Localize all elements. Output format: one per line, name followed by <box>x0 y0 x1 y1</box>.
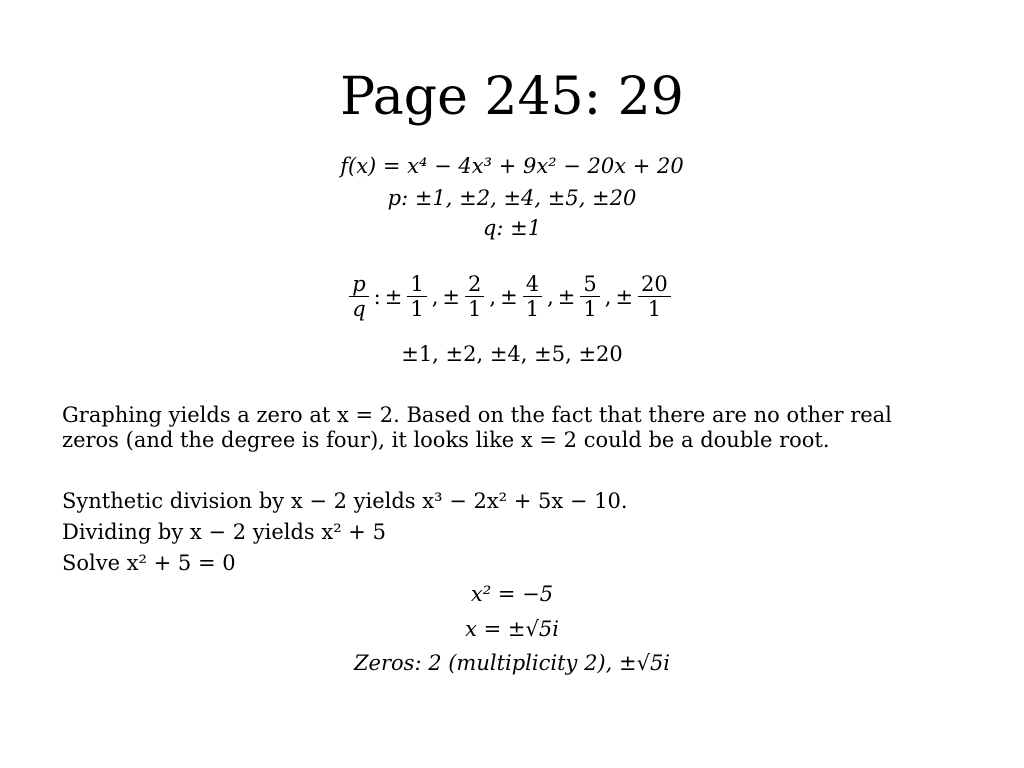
fraction-sign: ± <box>500 284 518 309</box>
fraction-comma: , <box>604 284 612 309</box>
fraction-den: 1 <box>583 297 597 321</box>
zeros-summary: Zeros: 2 (multiplicity 2), ±√5i <box>353 651 671 675</box>
solution-step-2: x = ±√5i <box>465 617 559 641</box>
fraction-num: 5 <box>580 272 599 297</box>
slide-title: Page 245: 29 <box>340 67 684 127</box>
fraction <box>407 272 426 321</box>
fraction-comma: , <box>489 284 497 309</box>
fraction-comma: , <box>431 284 439 309</box>
solve-line: Solve x² + 5 = 0 <box>62 551 236 575</box>
pq-label-num: p <box>349 272 368 297</box>
fraction <box>638 272 671 321</box>
fraction <box>465 272 484 321</box>
fraction-den: 1 <box>525 297 540 321</box>
pq-label <box>349 272 368 321</box>
synthetic-division-line: Synthetic division by x − 2 yields x³ − 2x² + 5x − 10. <box>62 489 628 513</box>
rational-candidates-fractions <box>0 272 1024 321</box>
fraction-den: 1 <box>410 297 424 321</box>
graphing-text-line-2: zeros (and the degree is four), it looks like x = 2 could be a double root. <box>62 428 830 452</box>
fraction-sign: ± <box>384 284 403 309</box>
candidate-list: ±1, ±2, ±4, ±5, ±20 <box>401 342 623 366</box>
fraction-num: 2 <box>465 272 484 297</box>
fraction-num: 20 <box>638 272 671 297</box>
p-factors: p: ±1, ±2, ±4, ±5, ±20 <box>387 186 637 210</box>
pq-label-den: q <box>352 297 366 321</box>
pq-colon: : <box>373 284 381 309</box>
fraction <box>580 272 599 321</box>
fraction-num: 4 <box>523 272 542 297</box>
fraction-comma: , <box>547 284 554 309</box>
graphing-text-line-1: Graphing yields a zero at x = 2. Based on the fact that there are no other real <box>62 403 892 427</box>
solution-step-1: x² = −5 <box>470 582 554 606</box>
fraction-num: 1 <box>407 272 426 297</box>
fraction-sign: ± <box>615 284 634 309</box>
fraction-sign: ± <box>442 284 461 309</box>
fraction-den: 1 <box>647 297 662 321</box>
q-factors: q: ±1 <box>482 216 542 240</box>
fraction-sign: ± <box>557 284 576 309</box>
function-definition: f(x) = x⁴ − 4x³ + 9x² − 20x + 20 <box>340 154 684 178</box>
fraction-den: 1 <box>468 297 482 321</box>
dividing-line: Dividing by x − 2 yields x² + 5 <box>62 520 386 544</box>
fraction <box>523 272 542 321</box>
